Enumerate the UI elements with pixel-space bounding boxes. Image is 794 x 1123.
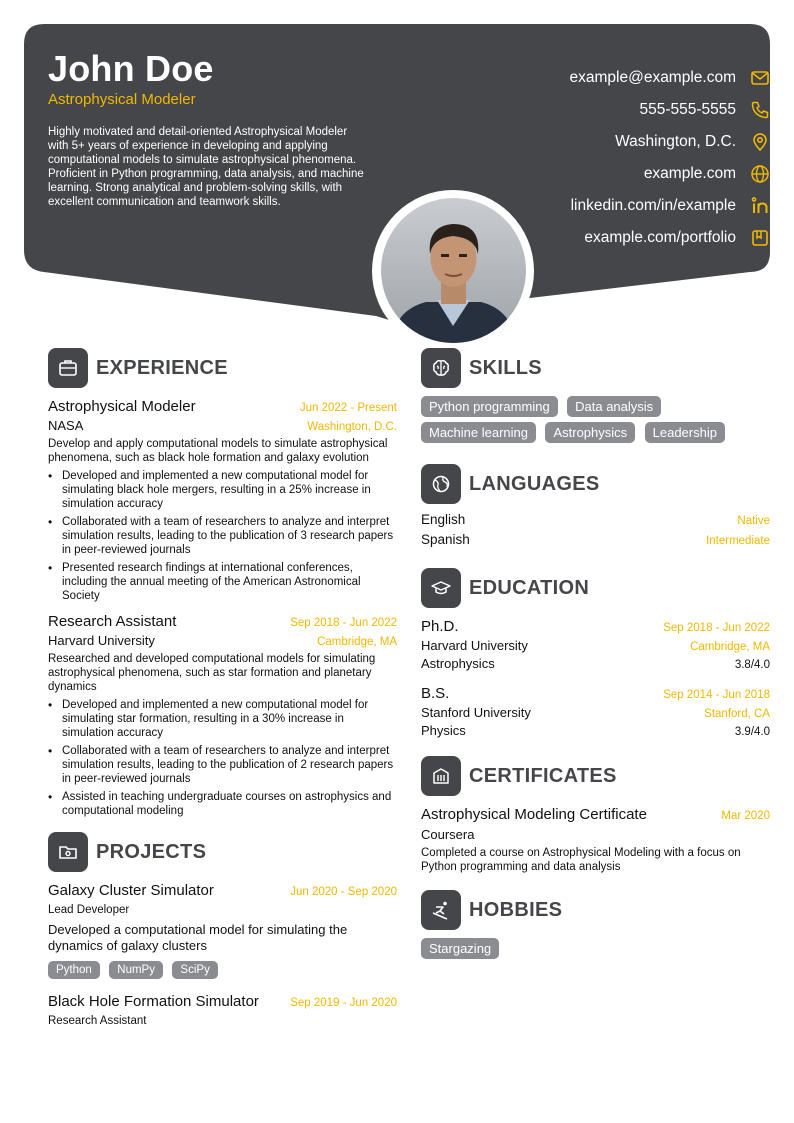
briefcase-icon xyxy=(48,348,88,388)
building-icon xyxy=(421,756,461,796)
project-item xyxy=(48,882,397,979)
job-bullets xyxy=(48,469,397,603)
project-tags xyxy=(48,960,397,979)
contact-location xyxy=(410,126,770,158)
job-description: Researched and developed computational models for simulating astrophysical phenomena, such as star formation and planetary dynamics xyxy=(48,653,376,693)
contact-phone[interactable] xyxy=(410,94,770,126)
education-heading: EDUCATION xyxy=(469,576,590,599)
gpa: 3.8/4.0 xyxy=(734,659,770,671)
skills-tags xyxy=(421,396,770,448)
job-bullet: • Assisted in teaching undergraduate courses on astrophysics and computational modeling xyxy=(48,790,397,818)
folder-icon xyxy=(48,832,88,872)
language-row xyxy=(421,512,770,532)
skiing-icon xyxy=(421,890,461,930)
candidate-name: John Doe xyxy=(48,48,214,89)
contact-email-text: example@example.com xyxy=(569,69,736,86)
school: Harvard University xyxy=(421,638,528,653)
skills-heading: SKILLS xyxy=(469,356,542,379)
school-location: Stanford, CA xyxy=(704,708,770,720)
education-date: Sep 2018 - Jun 2022 xyxy=(663,622,770,634)
right-column xyxy=(421,348,770,964)
graduation-cap-icon xyxy=(421,568,461,608)
languages-section-header xyxy=(421,464,770,504)
job-date: Jun 2022 - Present xyxy=(299,402,397,414)
mail-icon xyxy=(750,68,770,88)
experience-item xyxy=(48,398,397,603)
gpa: 3.9/4.0 xyxy=(734,726,770,738)
experience-item xyxy=(48,613,397,818)
job-location: Washington, D.C. xyxy=(307,421,397,433)
education-item xyxy=(421,618,770,671)
experience-section-header xyxy=(48,348,397,388)
certificate-description: Completed a course on Astrophysical Modeling with a focus on Python programming and data analysis xyxy=(421,847,741,873)
project-description: Developed a computational model for simulating the dynamics of galaxy clusters xyxy=(48,922,348,953)
skills-section-header xyxy=(421,348,770,388)
contact-email[interactable] xyxy=(410,62,770,94)
project-title: Black Hole Formation Simulator xyxy=(48,993,259,1010)
project-date: Jun 2020 - Sep 2020 xyxy=(290,886,397,898)
candidate-title: Astrophysical Modeler xyxy=(48,91,196,108)
projects-heading: PROJECTS xyxy=(96,840,207,863)
hobby-tags xyxy=(421,938,770,964)
project-tag: NumPy xyxy=(109,961,163,979)
language-name: English xyxy=(421,512,466,527)
skill-tag: Data analysis xyxy=(567,396,661,417)
job-location: Cambridge, MA xyxy=(317,636,397,648)
project-role: Lead Developer xyxy=(48,904,130,916)
skill-tag: Python programming xyxy=(421,396,558,417)
project-tag: SciPy xyxy=(172,961,217,979)
bookmark-icon xyxy=(750,228,770,248)
education-date: Sep 2014 - Jun 2018 xyxy=(663,689,770,701)
linkedin-icon xyxy=(750,196,770,216)
contact-portfolio-text: example.com/portfolio xyxy=(584,229,736,246)
job-bullet: • Presented research findings at international conferences, including the annual meeting of the American Astronomical Society xyxy=(48,561,397,603)
degree: B.S. xyxy=(421,685,450,702)
job-bullet: • Collaborated with a team of researchers to analyze and interpret simulation results, leading to the publication of 3 research papers in peer-reviewed journals xyxy=(48,515,397,557)
phone-icon xyxy=(750,100,770,120)
certificate-date: Mar 2020 xyxy=(721,810,770,822)
certificate-issuer: Coursera xyxy=(421,827,475,842)
job-bullet: • Collaborated with a team of researchers to analyze and interpret simulation results, leading to the publication of 2 research papers in peer-reviewed journals xyxy=(48,744,397,786)
contact-website[interactable] xyxy=(410,158,770,190)
left-column xyxy=(48,348,397,1028)
project-tag: Python xyxy=(48,961,100,979)
job-description: Develop and apply computational models to simulate astrophysical phenomena, such as black hole formation and galaxy evolution xyxy=(48,438,388,464)
school-location: Cambridge, MA xyxy=(690,641,770,653)
project-role: Research Assistant xyxy=(48,1015,147,1027)
education-section-header xyxy=(421,568,770,608)
job-bullet: • Developed and implemented a new computational model for simulating black hole mergers, resulting in a 25% increase in simulation accuracy xyxy=(48,469,397,511)
field-of-study: Physics xyxy=(421,723,466,738)
contact-linkedin-text: linkedin.com/in/example xyxy=(570,197,736,214)
experience-heading: EXPERIENCE xyxy=(96,356,228,379)
summary: Highly motivated and detail-oriented Astrophysical Modeler with 5+ years of experience in developing and applying computational models to simulate astrophysical phenomena. Proficient in Python programming, data analysis, and machine learning. Strong analytical and problem-solving skills, with excellent communication and teamwork skills. xyxy=(48,126,364,208)
job-organization: Harvard University xyxy=(48,633,155,648)
job-title: Research Assistant xyxy=(48,613,177,630)
contact-location-text: Washington, D.C. xyxy=(615,133,736,150)
job-bullet: • Developed and implemented a new computational model for simulating star formation, resulting in a 30% increase in simulation accuracy xyxy=(48,698,397,740)
project-item xyxy=(48,993,397,1028)
job-organization: NASA xyxy=(48,418,84,433)
location-pin-icon xyxy=(750,132,770,152)
brain-icon xyxy=(421,348,461,388)
hobby-tag: Stargazing xyxy=(421,938,499,959)
certificates-section-header xyxy=(421,756,770,796)
skill-tag: Astrophysics xyxy=(545,422,635,443)
degree: Ph.D. xyxy=(421,618,459,635)
school: Stanford University xyxy=(421,705,531,720)
field-of-study: Astrophysics xyxy=(421,656,495,671)
skill-tag: Machine learning xyxy=(421,422,536,443)
language-level: Native xyxy=(737,515,770,527)
skill-tag: Leadership xyxy=(645,422,725,443)
certificate-item xyxy=(421,806,770,874)
certificates-heading: CERTIFICATES xyxy=(469,764,617,787)
globe-icon xyxy=(750,164,770,184)
projects-section-header xyxy=(48,832,397,872)
language-list xyxy=(421,512,770,552)
language-level: Intermediate xyxy=(706,535,770,547)
job-bullets xyxy=(48,698,397,818)
job-title: Astrophysical Modeler xyxy=(48,398,196,415)
avatar xyxy=(381,198,526,343)
certificate-title: Astrophysical Modeling Certificate xyxy=(421,806,647,823)
hobbies-heading: HOBBIES xyxy=(469,898,563,921)
languages-heading: LANGUAGES xyxy=(469,472,600,495)
project-title: Galaxy Cluster Simulator xyxy=(48,882,214,899)
education-item xyxy=(421,685,770,738)
language-row xyxy=(421,532,770,552)
language-name: Spanish xyxy=(421,532,470,547)
job-date: Sep 2018 - Jun 2022 xyxy=(290,617,397,629)
project-date: Sep 2019 - Jun 2020 xyxy=(290,997,397,1009)
globe-outline-icon xyxy=(421,464,461,504)
contact-website-text: example.com xyxy=(643,165,736,182)
contact-phone-text: 555-555-5555 xyxy=(639,101,736,118)
hobbies-section-header xyxy=(421,890,770,930)
